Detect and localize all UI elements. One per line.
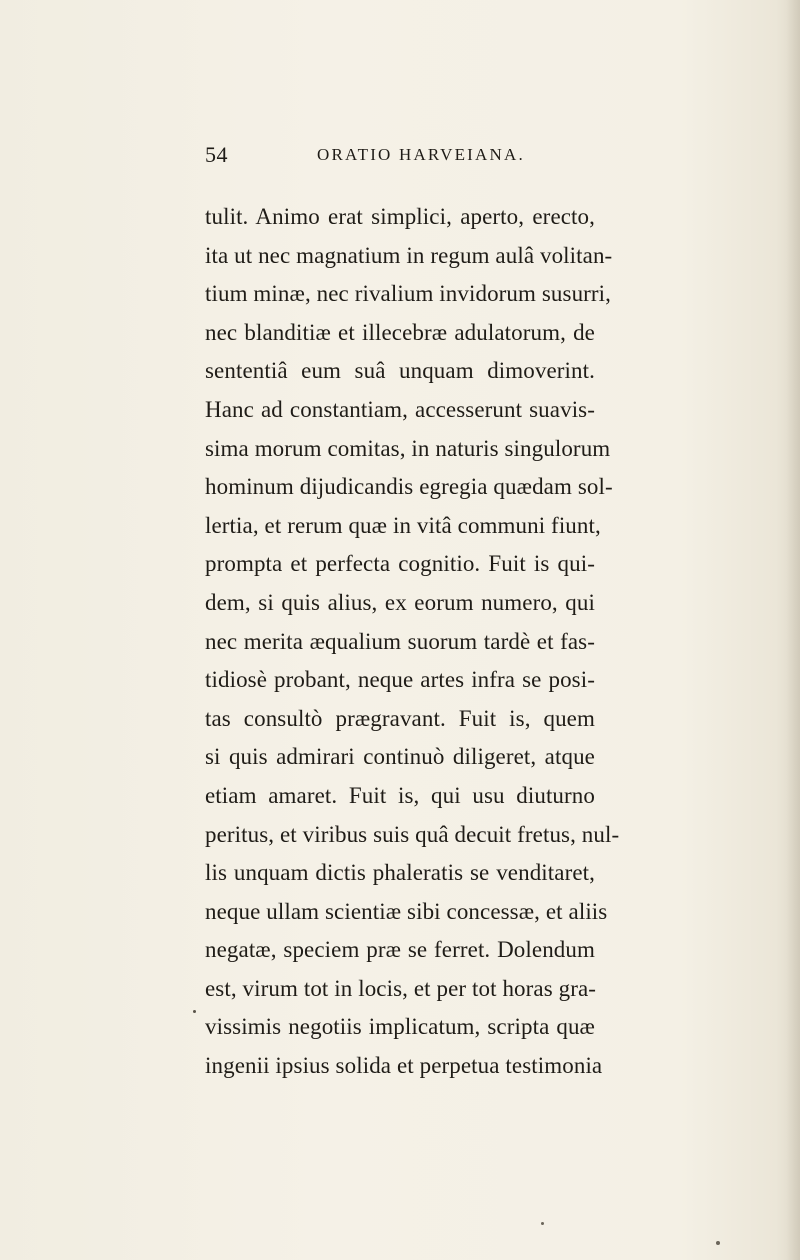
- text-line: peritus, et viribus suis quâ decuit fretus, nul-: [205, 821, 620, 847]
- text-line: prompta et perfecta cognitio. Fuit is qui-: [205, 551, 595, 577]
- text-line: lis unquam dictis phaleratis se venditaret,: [205, 860, 595, 886]
- text-line: sima morum comitas, in naturis singulorum: [205, 435, 611, 461]
- text-line: hominum dijudicandis egregia quædam sol-: [205, 474, 613, 500]
- paper-speck: [716, 1241, 720, 1245]
- text-line: sententiâ eum suâ unquam dimoverint.: [205, 358, 595, 384]
- text-line: neque ullam scientiæ sibi concessæ, et aliis: [205, 898, 608, 924]
- text-line: ingenii ipsius solida et perpetua testimonia: [205, 1053, 603, 1079]
- text-line: Hanc ad constantiam, accesserunt suavis-: [205, 396, 595, 422]
- text-line: vissimis negotiis implicatum, scripta quæ: [205, 1014, 595, 1040]
- text-line: tulit. Animo erat simplici, aperto, erecto,: [205, 204, 595, 229]
- body-text: [205, 198, 620, 1086]
- page-edge-shadow: [786, 0, 800, 1260]
- text-line: si quis admirari continuò diligeret, atque: [205, 744, 595, 770]
- page-number: 54: [205, 142, 228, 167]
- text-line: lertia, et rerum quæ in vitâ communi fiunt,: [205, 512, 601, 538]
- paper-speck: [541, 1222, 544, 1225]
- running-head: [205, 142, 595, 166]
- text-line: dem, si quis alius, ex eorum numero, qui: [205, 589, 595, 615]
- text-line: ita ut nec magnatium in regum aulâ volitan-: [205, 242, 613, 268]
- text-line: est, virum tot in locis, et per tot horas gra-: [205, 975, 597, 1001]
- text-line: tas consultò prægravant. Fuit is, quem: [205, 705, 595, 731]
- text-line: tidiosè probant, neque artes infra se posi-: [205, 667, 595, 693]
- text-line: tium minæ, nec rivalium invidorum susurri,: [205, 281, 612, 307]
- margin-speck: [193, 1010, 196, 1013]
- text-line: nec blanditiæ et illecebræ adulatorum, de: [205, 319, 595, 345]
- running-title: ORATIO HARVEIANA.: [317, 145, 525, 164]
- text-line: nec merita æqualium suorum tardè et fas-: [205, 628, 595, 654]
- text-line: negatæ, speciem præ se ferret. Dolendum: [205, 937, 595, 963]
- text-line: etiam amaret. Fuit is, qui usu diuturno: [205, 782, 595, 808]
